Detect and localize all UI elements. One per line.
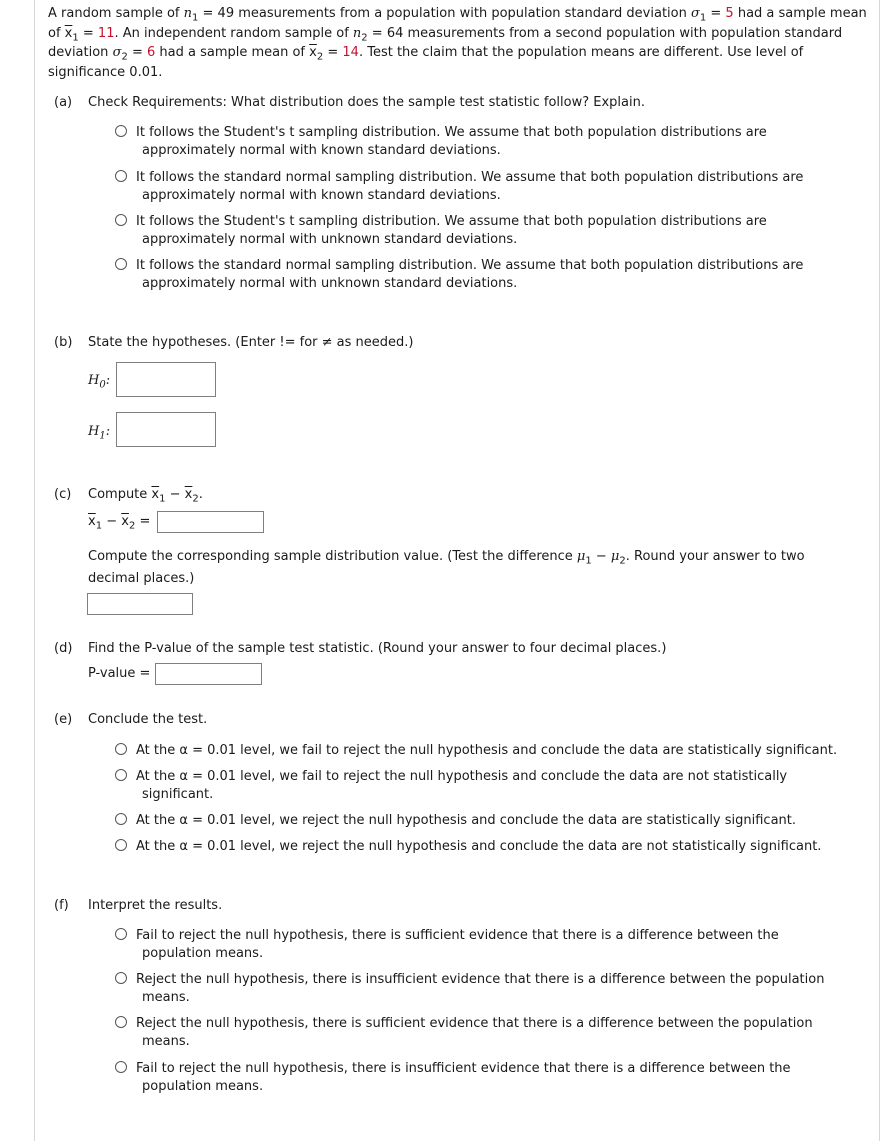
- part-e-question: Conclude the test.: [88, 712, 208, 727]
- radio-button[interactable]: [115, 813, 127, 825]
- radio-button[interactable]: [115, 743, 127, 755]
- given-x2: 14: [342, 45, 359, 60]
- part-c-question: Compute $\overline{x}_1 - \overline{x}_2$.: [88, 487, 203, 505]
- part-b-label: (b): [54, 335, 73, 350]
- part-a-option-2[interactable]: It follows the standard normal sampling distribution. We assume that both population distributions are approximately normal with known standard deviations.: [115, 169, 850, 205]
- part-f-option-4[interactable]: Fail to reject the null hypothesis, there is insufficient evidence that there is a difference between the population means.: [115, 1060, 850, 1096]
- part-a-option-1[interactable]: It follows the Student's t sampling distribution. We assume that both population distributions are approximately normal with known standard deviations.: [115, 124, 850, 160]
- part-d-label: (d): [54, 641, 73, 656]
- part-e-option-2[interactable]: At the α = 0.01 level, we fail to reject the null hypothesis and conclude the data are not statistically significant.: [115, 768, 850, 804]
- radio-button[interactable]: [115, 125, 127, 137]
- h0-input[interactable]: [116, 362, 216, 397]
- pvalue-input[interactable]: [155, 663, 262, 685]
- radio-button[interactable]: [115, 214, 127, 226]
- part-f-question: Interpret the results.: [88, 898, 223, 913]
- radio-button[interactable]: [115, 769, 127, 781]
- pvalue-label: P-value =: [88, 666, 151, 681]
- test-statistic-input[interactable]: [87, 593, 193, 615]
- part-f-option-3[interactable]: Reject the null hypothesis, there is sufficient evidence that there is a difference between the population means.: [115, 1015, 850, 1051]
- given-sigma2: 6: [146, 45, 156, 60]
- radio-button[interactable]: [115, 258, 127, 270]
- part-c-label: (c): [54, 487, 72, 502]
- radio-button[interactable]: [115, 1061, 127, 1073]
- part-d-question: Find the P-value of the sample test statistic. (Round your answer to four decimal places.): [88, 641, 667, 656]
- part-f-label: (f): [54, 898, 69, 913]
- radio-button[interactable]: [115, 972, 127, 984]
- part-a-question: Check Requirements: What distribution does the sample test statistic follow? Explain.: [88, 95, 645, 110]
- part-e-option-1[interactable]: At the α = 0.01 level, we fail to reject the null hypothesis and conclude the data are statistically significant.: [115, 742, 850, 760]
- h0-label: $H_0$:: [88, 373, 111, 391]
- radio-button[interactable]: [115, 839, 127, 851]
- radio-button[interactable]: [115, 170, 127, 182]
- diff-input[interactable]: [157, 511, 264, 533]
- problem-statement: A random sample of $n_1 = 49$ measurements from a population with population standard deviation $\sigma_1 = 5$ had a sample mean of $\overline{x}_1 = 11$. An independent random sample of $n_2 = 64$ measurements from a second population with population standard deviation $\sigma_2 = 6$ had a sample mean of $\overline{x}_2 = 14$. Test the claim that the population means are different. Use level of significance 0.01.: [48, 6, 867, 80]
- h1-input[interactable]: [116, 412, 216, 447]
- given-sigma1: 5: [725, 6, 734, 21]
- part-c-question-2: Compute the corresponding sample distribution value. (Test the difference $\mu_1 - \mu_2$. Round your answer to two decimal places.): [88, 549, 805, 586]
- part-a-label: (a): [54, 95, 73, 110]
- h1-label: $H_1$:: [88, 424, 111, 442]
- part-a-option-4[interactable]: It follows the standard normal sampling distribution. We assume that both population distributions are approximately normal with unknown standard deviations.: [115, 257, 850, 293]
- part-f-option-1[interactable]: Fail to reject the null hypothesis, there is sufficient evidence that there is a difference between the population means.: [115, 927, 850, 963]
- diff-label: $\overline{x}_1 - \overline{x}_2$ =: [88, 514, 151, 532]
- part-f-option-2[interactable]: Reject the null hypothesis, there is insufficient evidence that there is a difference between the population means.: [115, 971, 850, 1007]
- part-e-label: (e): [54, 712, 73, 727]
- radio-button[interactable]: [115, 1016, 127, 1028]
- part-a-option-3[interactable]: It follows the Student's t sampling distribution. We assume that both population distributions are approximately normal with unknown standard deviations.: [115, 213, 850, 249]
- part-e-option-4[interactable]: At the α = 0.01 level, we reject the null hypothesis and conclude the data are not statistically significant.: [115, 838, 850, 856]
- given-x1: 11: [97, 25, 115, 41]
- part-e-option-3[interactable]: At the α = 0.01 level, we reject the null hypothesis and conclude the data are statistically significant.: [115, 812, 850, 830]
- part-b-question: State the hypotheses. (Enter != for ≠ as needed.): [88, 335, 414, 350]
- radio-button[interactable]: [115, 928, 127, 940]
